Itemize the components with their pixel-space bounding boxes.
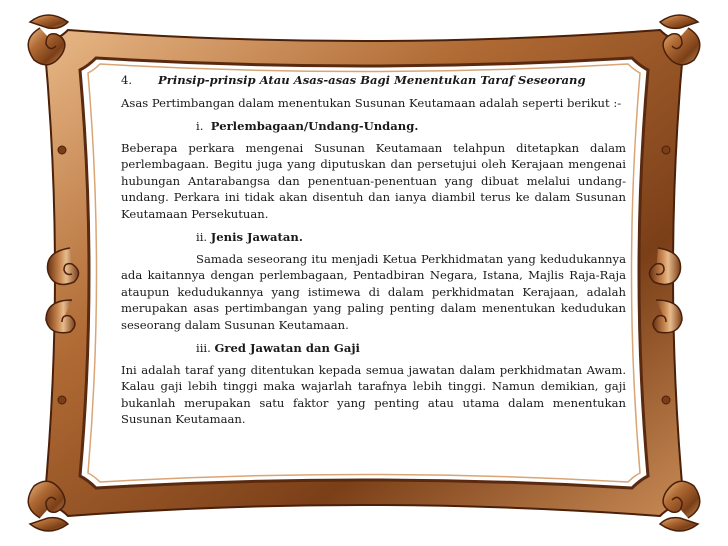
section-title: Prinsip-prinsip Atau Asas-asas Bagi Menentukan Taraf Seseorang (158, 73, 586, 87)
item-numeral: iii. (196, 341, 211, 355)
item-body: Beberapa perkara mengenai Susunan Keutamaan telahpun ditetapkan dalam perlembagaan. Begitu juga yang diputuskan dan persetujui oleh Kerajaan mengenai hubungan Antarabangsa dan penentuan-penentuan yang dibuat melalui undang-undang. Perkara ini tidak akan disentuh dan ianya diambil terus ke dalam Susunan Keutamaan Persekutuan. (121, 140, 626, 221)
item-heading (196, 118, 626, 135)
item-body: Ini adalah taraf yang ditentukan kepada semua jawatan dalam perkhidmatan Awam. Kalau gaji lebih tinggi maka wajarlah tarafnya lebih tinggi. Namun demikian, gaji bukanlah merupakan satu faktor yang penting atau utama dalam menentukan Susunan Keutamaan. (121, 362, 626, 426)
intro-paragraph: Asas Pertimbangan dalam menentukan Susunan Keutamaan adalah seperti berikut :- (121, 95, 622, 110)
item-heading (196, 340, 626, 357)
item-numeral: ii. (196, 230, 208, 244)
section-heading (121, 72, 626, 89)
document-body (121, 72, 626, 435)
section-number: 4. (121, 73, 133, 87)
item-title: Jenis Jawatan. (210, 230, 303, 244)
item-heading (196, 229, 626, 246)
item-numeral: i. (196, 119, 204, 133)
item-body: Samada seseorang itu menjadi Ketua Perkhidmatan yang kedudukannya ada kaitannya dengan perlembagaan, Pentadbiran Negara, Istana, Majlis Raja-Raja ataupun kedudukannya yang istimewa di dalam perkhidmatan Kerajaan, adalah merupakan asas pertimbangan yang paling penting dalam menentukan kedudukan seseorang dalam Susunan Keutamaan. (121, 251, 626, 332)
item-title: Gred Jawatan dan Gaji (214, 341, 360, 355)
item-title: Perlembagaan/Undang-Undang. (210, 119, 419, 133)
